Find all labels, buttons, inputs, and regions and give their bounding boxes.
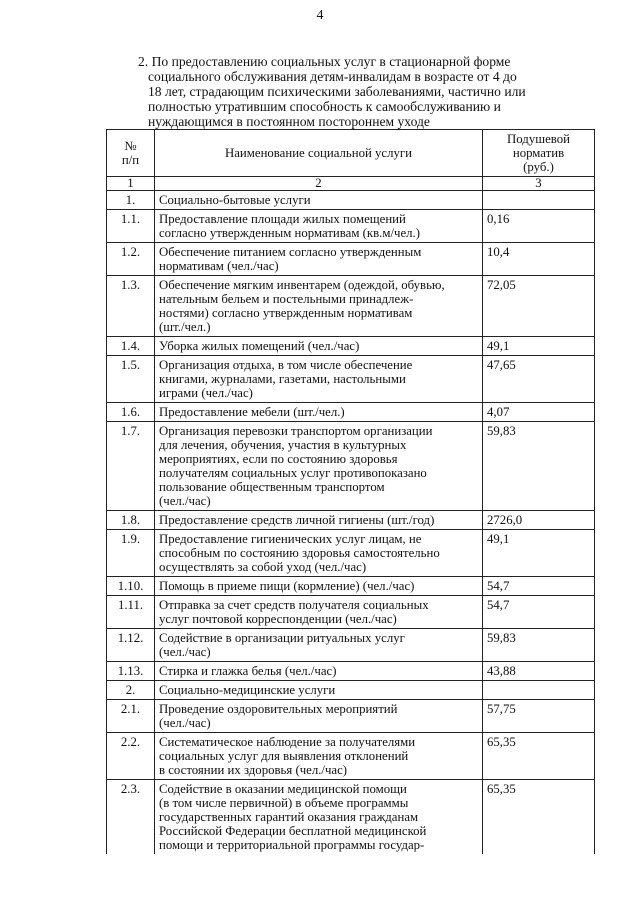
service-name-line: способным по состоянию здоровья самостоятельно [159,546,440,560]
table-row [107,511,595,530]
row-number: 2.3. [107,780,155,855]
norm-value: 72,05 [483,276,595,337]
service-name-line: (чел./час) [159,716,211,730]
service-name-line: Социально-медицинские услуги [159,683,336,697]
row-number: 1.2. [107,243,155,276]
row-number: 1.4. [107,337,155,356]
service-name [155,733,483,780]
norm-value: 54,7 [483,577,595,596]
table-row [107,403,595,422]
row-number: 2.2. [107,733,155,780]
column-index-row [107,177,595,191]
norm-value: 65,35 [483,733,595,780]
norm-value: 2726,0 [483,511,595,530]
norm-value: 47,65 [483,356,595,403]
service-name-line: Российской Федерации бесплатной медицинской [159,824,427,838]
service-name [155,780,483,855]
service-name-line: нормативам (чел./час) [159,259,279,273]
service-name-line: (в том числе первичной) в объеме программы [159,796,409,810]
norm-value: 43,88 [483,662,595,681]
service-name-line: Уборка жилых помещений (чел./час) [159,339,360,353]
norm-value: 49,1 [483,530,595,577]
norm-value [483,681,595,700]
row-number: 1.11. [107,596,155,629]
service-name [155,511,483,530]
table-row [107,243,595,276]
service-name [155,700,483,733]
service-name-line: Помощь в приеме пищи (кормление) (чел./час) [159,579,415,593]
service-name-line: нательным бельем и постельными принадлеж- [159,292,414,306]
header-number-line: п/п [121,153,140,167]
service-name [155,662,483,681]
page-number: 4 [316,8,324,23]
service-name-line: Систематическое наблюдение за получателями [159,735,416,749]
header-service-name: Наименование социальной услуги [155,130,483,177]
table-row [107,577,595,596]
header-norm-line: норматив [512,146,565,160]
service-name-line: (чел./час) [159,494,211,508]
row-number: 1.3. [107,276,155,337]
header-norm-line: Подушевой [507,132,570,146]
service-name-line: книгами, журналами, газетами, настольными [159,372,406,386]
service-name [155,191,483,210]
table-row [107,422,595,511]
row-number: 1.13. [107,662,155,681]
table-row [107,530,595,577]
service-name-line: Организация отдыха, в том числе обеспечение [159,358,413,372]
row-number: 1.8. [107,511,155,530]
table-header-row [107,130,595,177]
norm-value: 0,16 [483,210,595,243]
service-name-line: Стирка и глажка белья (чел./час) [159,664,337,678]
table-row [107,733,595,780]
row-number: 1.12. [107,629,155,662]
heading-line: полностью утратившим способность к самообслуживанию и [148,99,501,114]
service-name-line: услуг почтовой корреспонденции (чел./час) [159,612,397,626]
service-name-line: для лечения, обучения, участия в культурных [159,438,407,452]
header-number-line: № [124,139,137,153]
service-name-line: согласно утвержденным нормативам (кв.м/чел.) [159,226,420,240]
norm-value: 59,83 [483,422,595,511]
column-index: 2 [155,177,483,191]
norm-value [483,191,595,210]
service-name-line: Предоставление средств личной гигиены (шт./год) [159,513,435,527]
service-name-line: Предоставление площади жилых помещений [159,212,406,226]
service-name-line: (чел./час) [159,645,211,659]
service-name-line: играми (чел./час) [159,386,253,400]
service-name-line: мероприятиях, если по состоянию здоровья [159,452,398,466]
service-name [155,243,483,276]
table-row [107,337,595,356]
service-name [155,210,483,243]
norm-value: 57,75 [483,700,595,733]
norm-value: 54,7 [483,596,595,629]
table-row [107,780,595,855]
service-name-line: Содействие в оказании медицинской помощи [159,782,407,796]
header-norm-line: (руб.) [523,160,554,174]
service-name-line: осуществлять за собой уход (чел./час) [159,560,367,574]
service-name [155,276,483,337]
section-row [107,681,595,700]
service-name-line: Обеспечение мягким инвентарем (одеждой, обувью, [159,278,445,292]
row-number: 2. [107,681,155,700]
service-name-line: Предоставление гигиенических услуг лицам, не [159,532,422,546]
service-name-line: государственных гарантий оказания гражданам [159,810,419,824]
norm-value: 59,83 [483,629,595,662]
table-row [107,596,595,629]
service-name-line: Организация перевозки транспортом организации [159,424,433,438]
service-name [155,337,483,356]
service-name [155,403,483,422]
service-name [155,681,483,700]
header-norm [483,130,595,177]
service-name-line: Содействие в организации ритуальных услуг [159,631,405,645]
service-name-line: социальных услуг для выявления отклонений [159,749,409,763]
service-name-line: в состоянии их здоровья (чел./час) [159,763,348,777]
row-number: 1.10. [107,577,155,596]
service-name-line: (шт./чел.) [159,320,211,334]
service-name-line: Отправка за счет средств получателя социальных [159,598,429,612]
table-row [107,629,595,662]
table-row [107,700,595,733]
service-name [155,596,483,629]
service-name-line: пользование общественным транспортом [159,480,385,494]
service-name [155,577,483,596]
section-heading [138,54,568,129]
service-name-line: Предоставление мебели (шт./чел.) [159,405,345,419]
norm-value: 49,1 [483,337,595,356]
service-name-line: Обеспечение питанием согласно утвержденным [159,245,422,259]
row-number: 1.6. [107,403,155,422]
table-row [107,276,595,337]
service-name [155,422,483,511]
norm-value: 4,07 [483,403,595,422]
service-name-line: получателям социальных услуг противопоказано [159,466,427,480]
heading-line: 18 лет, страдающим психическими заболеваниями, частично или [148,84,526,99]
service-name-line: Социально-бытовые услуги [159,193,311,207]
row-number: 2.1. [107,700,155,733]
norm-value: 65,35 [483,780,595,855]
services-table [106,129,595,854]
heading-line: 2. По предоставлению социальных услуг в стационарной форме [138,54,511,69]
row-number: 1.5. [107,356,155,403]
column-index: 1 [107,177,155,191]
service-name-line: ностями) согласно утвержденным нормативам [159,306,413,320]
heading-line: социального обслуживания детям-инвалидам в возрасте от 4 до [148,69,517,84]
table-row [107,662,595,681]
row-number: 1.1. [107,210,155,243]
header-number [107,130,155,177]
service-name-line: Проведение оздоровительных мероприятий [159,702,398,716]
row-number: 1.7. [107,422,155,511]
row-number: 1.9. [107,530,155,577]
section-row [107,191,595,210]
table-row [107,356,595,403]
norm-value: 10,4 [483,243,595,276]
heading-line: нуждающимся в постоянном постороннем уходе [148,114,430,129]
service-name-line: помощи и территориальной программы государ- [159,838,425,852]
service-name [155,356,483,403]
service-name [155,530,483,577]
column-index: 3 [483,177,595,191]
row-number: 1. [107,191,155,210]
service-name [155,629,483,662]
table-row [107,210,595,243]
